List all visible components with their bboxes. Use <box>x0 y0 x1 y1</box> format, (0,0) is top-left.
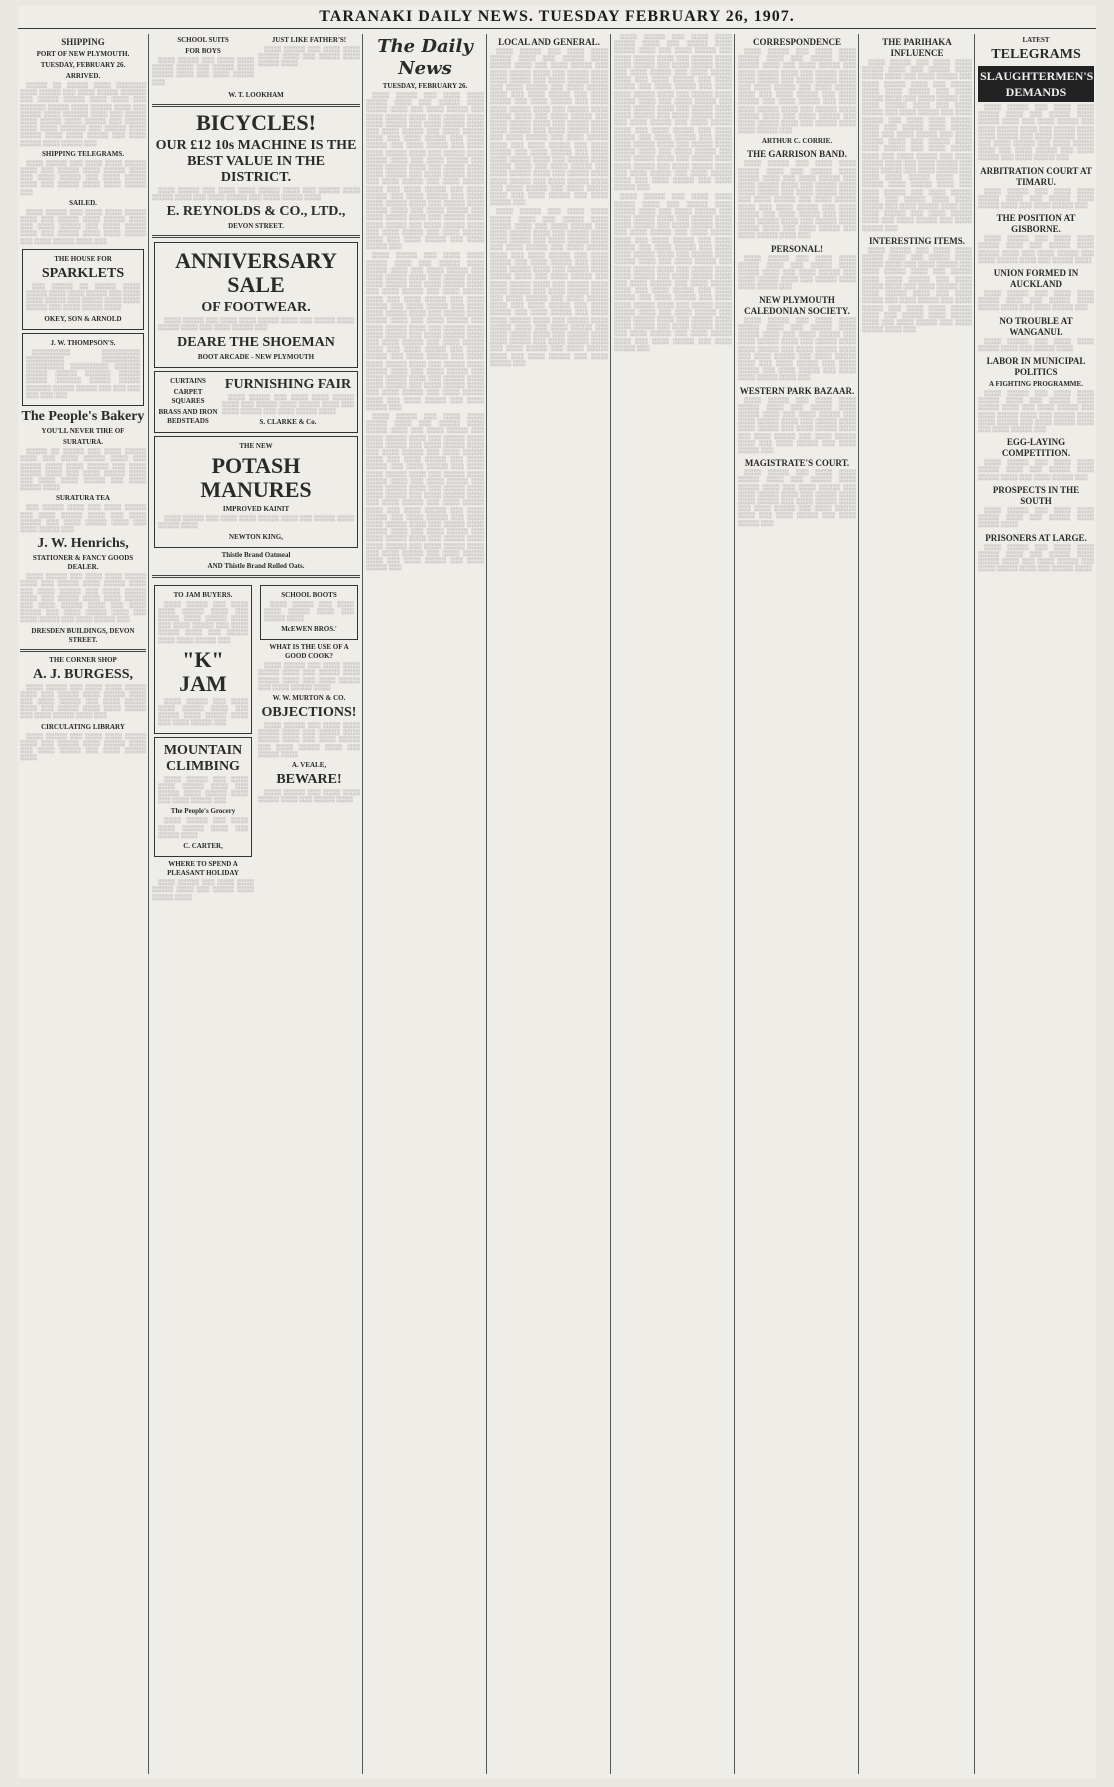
jam-ad <box>154 585 252 734</box>
text-block: ░░░░ ░░░░░ ░░░ ░░░░ ░░░░ ░░░░░ ░░░░ ░░░ ░░░░░ ░░░░ ░░░░░ ░░░░ ░░░ ░░░░ ░░░░░ ░░░ ░░░░ ░░░░░ ░░░░ ░░░ ░░░░░ ░░░░ ░░░░ ░░░░░ ░░░ ░░░░ ░░░░░ ░░░░ ░░░ ░░░░ ░░░░░ ░░░ ░░░░ ░░░░░ ░░░░ ░░░ ░░░░ ░░░░░ ░░░ ░░░░ ░░░░░ ░░░ <box>738 397 856 454</box>
text-block: ░░░░ ░░░░░ ░░░ ░░░░ ░░░░ ░░░░░ ░░░░ ░░░ ░░░░░ ░░░░ ░░░░░ ░░░░ <box>158 516 354 530</box>
clarke-name: S. CLARKE & Co. <box>259 418 317 427</box>
column-3 <box>366 34 484 1774</box>
text-block: ░░░░ ░░░░░ ░░░ ░░░░ ░░░░ ░░░░░ ░░░░ ░░░ ░░░░░ ░░░░ ░░░░░ ░░░░ ░░░ ░░░░ ░░░░░ ░░░ ░░░░ ░░░░░ ░░░░ ░░░ ░░░░░ ░░░░ ░░░░ ░░░░░ ░░░ ░░░░ ░░░░░ ░░░░ ░░░ ░░░░ ░░░░░ ░░░ ░░░░ ░░░░░ ░░░░ ░░░ ░░░░ ░░░░░ ░░░ ░░░░ ░░░░░ ░░░ ░░░░ ░░░░░ ░░░ ░░░░ ░░░░ ░░░░░ ░░░░ ░░░ ░░░░░ ░░░░ ░░░░░ ░░░░ ░░░ ░░░░ ░░░░░ ░░░ ░░░░ ░░░░░ ░░░░ ░░░ ░░░░░ ░░░░ ░░░░ ░░░░░ ░░░ ░░░░ ░░░░░ ░░░░ ░░░ ░░░░ ░░░░░ ░░░ ░░░░ ░░░░░ ░░░░ ░░░ ░░░░ ░░░░░ ░░░ ░░░░ ░░░░░ ░░░ ░░░░ ░░░░░ ░░░ ░░░░ ░░░░ ░░░░░ ░░░░ ░░░ ░░░░░ ░░░░ ░░░░░ ░░░░ ░░░ ░░░░ ░░░░░ ░░░ ░░░░ ░░░░░ ░░░░ ░░░ ░░░░░ ░░░░ ░░░░ ░░░░░ ░░░ ░░░░ ░░░░░ ░░░░ ░░░ ░░░░ ░░░░░ ░░░ ░░░░ ░░░░░ ░░░░ ░░░ ░░░░ ░░░░░ ░░░ ░░░░ ░░░░░ ░░░ <box>490 209 608 367</box>
column-8 <box>978 34 1094 1774</box>
caledonian-heading: NEW PLYMOUTH CALEDONIAN SOCIETY. <box>744 294 850 316</box>
jam-buyers: TO JAM BUYERS. <box>173 590 233 599</box>
text-block: ░░░░░ ░░ ░░░░░ ░░░░ ░░░░░░░ ░░░░ ░░░░░ ░░░ ░░░░ ░░░░░ ░░░░░░ ░░░ ░░░░░ ░░░░░ ░░░░ ░░░░ ░░░ ░░░░░░ ░░░░░ ░░░░ ░░░░░ ░░░░ ░░░ ░░░░░ ░░░░ ░░░░░░ ░░░░ ░░░ ░░░░░ ░░░░ ░░░░░ ░░░░ ░░░░░ ░░░ ░░░░░ ░░░░ ░░░░ ░░░░░░ ░░░ ░░░░░ ░░░░ ░░░░░ ░░░░ ░░░░ ░░░░░ ░░░ ░░░░ ░░░░░ ░░░░ ░░░░░ ░░░ <box>20 83 146 147</box>
thompson-title: J. W. THOMPSON'S. <box>50 338 116 347</box>
mountain-climbing: MOUNTAIN CLIMBING <box>163 742 243 774</box>
k-jam: "K" JAM <box>179 646 227 696</box>
suratura-1: SURATURA. <box>62 438 104 447</box>
furnishing-fair: FURNISHING FAIR <box>224 376 352 392</box>
port-heading: PORT OF NEW PLYMOUTH. <box>36 50 130 58</box>
bicycles-title: BICYCLES! <box>196 109 316 135</box>
gisborne-heading: THE POSITION AT GISBORNE. <box>996 213 1076 235</box>
magistrate-heading: MAGISTRATE'S COURT. <box>744 458 850 469</box>
text-block: ░░░░ ░░░░░ ░░░ ░░░░ ░░░░ ░░░░░ ░░░░ ░░░ ░░░░░ ░░░░ ░░░░░ ░░░░ ░░░ ░░░░ ░░░░░ ░░░ ░░░░ ░░░░░ ░░░░ ░░░ ░░░░░ ░░░░ ░░░░ ░░░░░ ░░░ ░░░░ ░░░░░ ░░░░ ░░░ <box>20 684 146 720</box>
library-heading: CIRCULATING LIBRARY <box>41 722 125 731</box>
text-block: ░░░░ ░░░░░ ░░░ ░░░░ ░░░░ ░░░░░ ░░░░ ░░░ ░░░░░ ░░░░ <box>264 601 354 623</box>
personal-heading: PERSONAL! <box>770 243 823 254</box>
furnishing-ad <box>154 371 358 434</box>
text-block: ░░░░ ░░░░░ ░░░ ░░░░ ░░░░ ░░░░░ ░░░░ ░░░ ░░░░░ ░░░░ ░░░░░ ░░░░ ░░░ ░░░░ ░░░░░ ░░░ ░░░░ ░░░░░ ░░░░ ░░░ ░░░░░ ░░░░ ░░░░ ░░░░░ ░░░ ░░░░ ░░░░░ ░░░░ ░░░ ░░░░ ░░░░░ ░░░ ░░░░ ░░░░░ ░░░░ ░░░ ░░░░ ░░░░░ ░░░ ░░░░ ░░░░░ ░░░ ░░░░ ░░░░░ ░░░ <box>978 105 1094 162</box>
ad-subhead: THE HOUSE FOR <box>54 254 112 263</box>
masthead: TARANAKI DAILY NEWS. TUESDAY FEBRUARY 26, 1907. <box>18 6 1096 29</box>
telegrams-heading: SHIPPING TELEGRAMS. <box>42 149 124 158</box>
dresden-buildings: DRESDEN BUILDINGS, DEVON STREET. <box>31 626 135 644</box>
objections: OBJECTIONS! <box>261 705 357 721</box>
wanganui-heading: NO TROUBLE AT WANGANUI. <box>999 315 1073 337</box>
sparklets-ad <box>22 249 144 330</box>
thistle-oats: AND Thistle Brand Rolled Oats. <box>207 561 305 570</box>
text-block: ░░░ ░░░░░ ░░ ░░░░░ ░░░░ ░░░░░ ░░░░ ░░░░ ░░░░░ ░░░ ░░░░ ░░░░ ░░░░░ ░░░ ░░░░░ ░░░░ ░░░░ ░░░░░ ░░░ ░░░░ ░░░░░ ░░░░ <box>26 283 140 312</box>
school-boots: SCHOOL BOOTS <box>281 590 337 599</box>
shipping-heading: SHIPPING <box>61 37 105 47</box>
anniversary-sale: ANNIVERSARY SALE <box>175 248 337 298</box>
potash-manures: POTASH MANURES <box>200 453 312 503</box>
text-block: ░░░░ ░░░░░ ░░░ ░░░░ ░░░░ ░░░░░ ░░░░ ░░░ ░░░░░ ░░░░ ░░░░░ ░░░░ ░░░ ░░░░ ░░░░░ ░░░ ░░░░ ░░░░░ ░░░░ ░░░ ░░░░░ ░░░░ ░░░░ ░░░░░ ░░░ ░░░░ ░░░░░ ░░░░ ░░░ ░░░░ ░░░░░ ░░░ ░░░░ ░░░░░ ░░░░ ░░░ ░░░░ ░░░░░ ░░░ ░░░░ ░░░░░ ░░░ ░░░░ ░░░░░ ░░░ ░░░░ ░░░░ ░░░░░ ░░░░ ░░░ ░░░░░ ░░░░ ░░░░░ ░░░░ ░░░ ░░░░ ░░░░░ ░░░ ░░░░ ░░░░░ ░░░░ ░░░ <box>738 161 856 240</box>
henrichs-sub: STATIONER & FANCY GOODS DEALER. <box>32 554 134 572</box>
anniversary-ad <box>154 242 358 367</box>
lookham-name: W. T. LOOKHAM <box>228 90 284 99</box>
text-block: ░░░░ ░░░░░ ░░░ ░░░░ ░░░░ ░░░░░ ░░░░ ░░░ ░░░░░ ░░░░ ░░░░░ ░░░░ ░░░ ░░░░ ░░░░░ ░░░ ░░░░ ░░░░░ ░░░░ ░░░ ░░░░░ ░░░░ ░░░░ ░░░░░ ░░░ ░░░░ ░░░░░ ░░░░ ░░░ ░░░░ ░░░░░ ░░░ ░░░░ ░░░░░ ░░░░ ░░░ ░░░░ ░░░░░ ░░░ ░░░░ ░░░░░ ░░░ ░░░░ ░░░░░ ░░░ ░░░░ ░░░░ ░░░░░ ░░░░ ░░░ ░░░░░ ░░░░ ░░░░░ ░░░░ ░░░ ░░░░ ░░░░░ ░░░ ░░░░ ░░░░░ ░░░░ ░░░ ░░░░░ ░░░░ ░░░░ ░░░░░ ░░░ ░░░░ ░░░░░ ░░░░ ░░░ ░░░░ ░░░░░ ░░░ ░░░░ ░░░░░ ░░░░ ░░░ ░░░░ ░░░░░ ░░░ ░░░░ ░░░░░ ░░░ ░░░░ ░░░░░ ░░░ ░░░░ ░░░░ ░░░░░ ░░░░ ░░░ ░░░░░ ░░░░ ░░░░░ ░░░░ ░░░ ░░░░ ░░░░░ ░░░ ░░░░ ░░░░░ ░░░░ ░░░ ░░░░░ ░░░░ ░░░░ ░░░░░ ░░░ ░░░░ ░░░░░ ░░░░ ░░░ ░░░░ ░░░░░ ░░░ ░░░░ ░░░░░ ░░░░ ░░░ ░░░░ ░░░░░ ░░░ ░░░░ ░░░░░ ░░░ <box>366 93 484 251</box>
column-6 <box>738 34 856 1774</box>
newton-king: NEWTON KING, <box>229 532 283 541</box>
text-block: ░░░░ ░░░░░ ░░░ ░░░░ ░░░░ ░░░░░ ░░░░ ░░░ ░░░░░ ░░░░ ░░░░░ ░░░░ ░░░ ░░░░ ░░░░░ ░░░ <box>978 460 1094 481</box>
reynolds-name: E. REYNOLDS & CO., LTD., <box>166 204 346 220</box>
signature: ARTHUR C. CORRIE. <box>761 137 833 146</box>
date-line: TUESDAY, FEBRUARY 26. <box>40 61 126 69</box>
boots-ad <box>260 585 358 641</box>
correspondence-heading: CORRESPONDENCE <box>752 37 841 47</box>
labor-heading: LABOR IN MUNICIPAL POLITICS <box>986 356 1086 378</box>
text-block: ░░░░ ░░░░░ ░░░ ░░░░ ░░░░ ░░░░░ ░░░░ ░░░ ░░░░░ ░░░░ ░░░░░ ░░░░ ░░░ ░░░░ ░░░░░ ░░░ <box>158 698 248 727</box>
column-7 <box>862 34 972 1774</box>
garrison-heading: THE GARRISON BAND. <box>747 149 847 160</box>
text-block: ░░░░ ░░░░░ ░░░ ░░░░ ░░░░ ░░░░░ ░░░░ ░░░ ░░░░░ ░░░░ ░░░░░ ░░░░ ░░░ ░░░░ ░░░░░ ░░░ ░░░░ ░░░░░ ░░░░ ░░░ ░░░░░ ░░░░ ░░░░ ░░░░░ ░░░ ░░░░ ░░░░░ ░░░░ ░░░ ░░░░ ░░░░░ ░░░ ░░░░ ░░░░░ ░░░░ ░░░ ░░░░ ░░░░░ ░░░ ░░░░ ░░░░░ ░░░ ░░░░ ░░░░░ ░░░ ░░░░ ░░░░ ░░░░░ ░░░░ ░░░ ░░░░░ ░░░░ ░░░░░ ░░░░ ░░░ ░░░░ ░░░░░ ░░░ ░░░░ ░░░░░ ░░░░ ░░░ ░░░░░ ░░░░ ░░░░ ░░░░░ ░░░ ░░░░ ░░░░░ ░░░░ ░░░ ░░░░ ░░░░░ ░░░ ░░░░ ░░░░░ ░░░░ ░░░ ░░░░ ░░░░░ ░░░ ░░░░ ░░░░░ ░░░ ░░░░ ░░░░░ ░░░ ░░░░ ░░░░ ░░░░░ ░░░░ ░░░ ░░░░░ ░░░░ ░░░░░ ░░░░ ░░░ ░░░░ ░░░░░ ░░░ ░░░░ ░░░░░ ░░░░ ░░░ ░░░░░ ░░░░ ░░░░ ░░░░░ ░░░ ░░░░ ░░░░░ ░░░░ ░░░ ░░░░ ░░░░░ ░░░ ░░░░ ░░░░░ ░░░░ ░░░ ░░░░ ░░░░░ ░░░ ░░░░ ░░░░░ ░░░ <box>490 49 608 207</box>
text-block: ░░░░ ░░░░░ ░░░ ░░░░ ░░░░ ░░░░░ ░░░░ ░░░ ░░░░░ ░░░░ ░░░░░ ░░░░ ░░░ ░░░░ ░░░░░ ░░░ ░░░░ ░░░░░ ░░░░ ░░░ ░░░░░ ░░░░ ░░░░ ░░░░░ ░░░ ░░░░ ░░░░░ ░░░░ ░░░ ░░░░ ░░░░░ ░░░ ░░░░ ░░░░░ ░░░░ ░░░ ░░░░ ░░░░░ ░░░ ░░░░ ░░░░░ ░░░ <box>20 574 146 624</box>
text-block: ░░░░ ░░░░░ ░░░ ░░░░ ░░░░ ░░░░░ ░░░░ ░░░ ░░░░░ ░░░░ <box>158 818 248 839</box>
beware: BEWARE! <box>276 772 342 788</box>
prisoners-heading: PRISONERS AT LARGE. <box>985 532 1087 543</box>
text-block: ░░░░ ░░░░░ ░░░ ░░░░ ░░░░ ░░░░░ ░░░░ ░░░ ░░░░░ ░░░░ ░░░░░ ░░░░ ░░░ ░░░░ ░░░░░ ░░░ ░░░░ ░░░░░ ░░░░ ░░░ ░░░░░ ░░░░ ░░░░ ░░░░░ ░░░ ░░░░ ░░░░░ ░░░░ ░░░ ░░░░ ░░░░░ ░░░ <box>978 391 1094 434</box>
corner-shop: THE CORNER SHOP <box>49 655 117 664</box>
text-block: ░░░░ ░░░░░ ░░░ ░░░░ ░░░░ ░░░░░ ░░░░ ░░░ ░░░░░ ░░░░ ░░░░░ ░░░░ ░░░ ░░░░ ░░░░░ ░░░ ░░░░ ░░░░░ ░░░░ ░░░ ░░░░░ ░░░░ ░░░░ ░░░░░ ░░░ ░░░░ ░░░░░ ░░░░ ░░░ ░░░░ ░░░░░ ░░░ ░░░░ ░░░░░ ░░░░ ░░░ ░░░░ ░░░░░ ░░░ ░░░░ ░░░░░ ░░░ ░░░░ ░░░░░ ░░░ ░░░░ ░░░░ ░░░░░ ░░░░ ░░░ ░░░░░ ░░░░ ░░░░░ ░░░░ ░░░ ░░░░ ░░░░░ ░░░ ░░░░ ░░░░░ ░░░░ ░░░ ░░░░░ ░░░░ ░░░░ ░░░░░ ░░░ ░░░░ ░░░░░ ░░░░ ░░░ ░░░░ ░░░░░ ░░░ ░░░░ ░░░░░ ░░░░ ░░░ ░░░░ ░░░░░ ░░░ ░░░░ ░░░░░ ░░░ ░░░░ ░░░░░ ░░░ ░░░░ ░░░░ ░░░░░ ░░░░ ░░░ ░░░░░ ░░░░ ░░░░░ ░░░░ ░░░ ░░░░ ░░░░░ ░░░ ░░░░ ░░░░░ ░░░░ ░░░ ░░░░░ ░░░░ ░░░░ ░░░░░ ░░░ ░░░░ ░░░░░ ░░░░ ░░░ ░░░░ ░░░░░ ░░░ ░░░░ ░░░░░ ░░░░ ░░░ ░░░░ ░░░░░ ░░░ ░░░░ ░░░░░ ░░░ <box>366 413 484 572</box>
text-block: ░░░░ ░░░░░ ░░░ ░░░░ ░░░░ ░░░░░ ░░░░ ░░░ ░░░░░ ░░░░ <box>258 790 360 804</box>
text-block: ░░░░ ░░░░░ ░░░ ░░░░ ░░░░ ░░░░░ ░░░░ ░░░ ░░░░░ ░░░░ ░░░░░ ░░░░ ░░░ ░░░░ ░░░░░ ░░░ ░░░░ ░░░░░ ░░░░ <box>222 394 354 416</box>
thompson-ad <box>22 333 144 406</box>
arbitration-heading: ARBITRATION COURT AT TIMARU. <box>980 165 1092 187</box>
text-block: ░░░░ ░░░░░ ░░░ ░░░░ ░░░░ ░░░░░ ░░░░ ░░░ ░░░░░ ░░░░ ░░░░░ ░░░░ ░░░ ░░░░ ░░░░░ ░░░ ░░░░ ░░░░░ ░░░░ ░░░ ░░░░░ ░░░░ ░░░░ ░░░░░ ░░░ <box>738 255 856 291</box>
column-2-ads <box>152 34 360 1774</box>
bakery-sub: YOU'LL NEVER TIRE OF <box>41 427 125 436</box>
footwear: OF FOOTWEAR. <box>201 300 311 316</box>
fighting-programme: A FIGHTING PROGRAMME. <box>989 380 1083 389</box>
father-ad: JUST LIKE FATHER'S! <box>271 36 347 44</box>
potash-new: THE NEW <box>239 442 273 451</box>
text-block: ░░░░ ░░░░░ ░░░ ░░░░ ░░░░ ░░░░░ ░░░░ ░░░ ░░░░░ ░░░░ ░░░░░ ░░░░ ░░░ ░░░░ ░░░░░ ░░░ ░░░░ ░░░░░ ░░░░ <box>258 663 360 691</box>
text-block: ░░░░ ░░░░░ ░░░ ░░░░ ░░░░ ░░░░░ ░░░░ ░░░ ░░░░░ ░░░░ ░░░░░ ░░░░ ░░░ ░░░░ ░░░░░ ░░░ ░░░░ ░░░░░ ░░░░ <box>152 187 360 202</box>
good-cook: WHAT IS THE USE OF A GOOD COOK? <box>269 643 349 661</box>
text-block: ░░░░ ░░░░░ ░░░ ░░░░ ░░░░ ░░░░░ ░░░░ ░░░ ░░░░░ ░░░░ ░░░░░ ░░░░ <box>978 507 1094 529</box>
text-block: ░░░░░░░░░ ░░░░░░░░░ ░░░░░░░░░ ░░░░░░░░░ ░░░░░░░░░ ░░░░░░░░░ ░░░░░░ ░░░░░ ░░░░░ ░░░░░░ ░░░░░ ░░░░░ ░░░░░░ ░░░░░ ░░░░░ ░░░░░░ ░░░░░ ░░░░░ ░░░ ░░░ ░░░ ░░░ ░░░ ░░░ <box>26 349 140 399</box>
text-block: ░░░░ ░░░░░ ░░░ ░░░░ ░░░░ ░░░░░ ░░░░ ░░░ ░░░░░ ░░░░ ░░░░░ ░░░░ <box>258 47 360 68</box>
okey-name: OKEY, SON & ARNOLD <box>44 314 122 323</box>
editorial-date: TUESDAY, FEBRUARY 26. <box>382 82 468 90</box>
text-block: ░░░░ ░░░░░ ░░░ ░░░░ ░░░░ ░░░░░ ░░░░ ░░░ ░░░░░ ░░░░ ░░░░░ ░░░░ <box>152 880 254 901</box>
carter-name: C. CARTER, <box>183 842 223 851</box>
prospects-heading: PROSPECTS IN THE SOUTH <box>992 484 1080 506</box>
boot-arcade: BOOT ARCADE - NEW PLYMOUTH <box>197 352 315 361</box>
newspaper-title: The Daily News <box>377 36 473 79</box>
sparklets-title: SPARKLETS <box>41 265 125 281</box>
reynolds-address: DEVON STREET. <box>228 222 284 231</box>
column-4 <box>490 34 608 1774</box>
text-block: ░░░░ ░░░░░ ░░░ ░░░░ ░░░░ ░░░░░ ░░░░ ░░░ ░░░░░ ░░░░ ░░░░░ ░░░░ ░░░ ░░░░ ░░░░░ ░░░ <box>978 188 1094 210</box>
local-general-heading: LOCAL AND GENERAL. <box>498 37 600 47</box>
henrichs-title: J. W. Henrichs, <box>37 536 129 552</box>
newspaper-page <box>18 6 1096 1778</box>
text-block: ░░░░ ░░░░░ ░░░ ░░░░ ░░░░ ░░░░░ ░░░░ ░░░ ░░░░░ ░░░░ ░░░░░ ░░░░ ░░░ ░░░░ ░░░░░ ░░░ ░░░░ ░░░░░ ░░░░ ░░░ ░░░░░ ░░░░ ░░░░ ░░░░░ ░░░ ░░░░ ░░░░░ ░░░░ ░░░ ░░░░ ░░░░░ ░░░ ░░░░ ░░░░░ ░░░░ ░░░ ░░░░ ░░░░░ ░░░ ░░░░ ░░░░░ ░░░ <box>738 470 856 527</box>
text-block: ░░░░ ░░░░░ ░░░ ░░░░ ░░░░ ░░░░░ ░░░░ ░░░ ░░░░░ ░░░░ ░░░░░ ░░░░ ░░░ ░░░░ ░░░░░ ░░░ <box>152 58 254 86</box>
text-block: ░░░░ ░░░░░ ░░░ ░░░░ ░░░░ ░░░░░ ░░░░ ░░░ ░░░░░ ░░░░ ░░░░░ ░░░░ ░░░ ░░░░ ░░░░░ ░░░ ░░░░ ░░░░░ ░░░░ ░░░ ░░░░░ ░░░░ ░░░░ ░░░░░ ░░░ ░░░░ ░░░░░ ░░░░ ░░░ ░░░░ ░░░░░ ░░░ ░░░░ ░░░░░ ░░░░ ░░░ ░░░░ ░░░░░ ░░░ ░░░░ ░░░░░ ░░░ ░░░░ ░░░░░ ░░░ ░░░░ ░░░░ ░░░░░ ░░░░ ░░░ ░░░░░ ░░░░ ░░░░░ ░░░░ ░░░ ░░░░ ░░░░░ ░░░ ░░░░ ░░░░░ ░░░░ ░░░ <box>862 247 972 334</box>
curtains: CURTAINS <box>170 376 206 385</box>
column-1 <box>20 34 146 1774</box>
text-block: ░░░░ ░░░░░ ░░░ ░░░░ ░░░░ ░░░░░ ░░░░ ░░░ ░░░░░ ░░░░ ░░░░░ ░░░░ ░░░ ░░░░ ░░░░░ ░░░ ░░░░ ░░░░░ ░░░░ ░░░ ░░░░░ ░░░░ ░░░░ ░░░░░ ░░░ <box>20 160 146 196</box>
text-block: ░░░░ ░░░░░ ░░░ ░░░░ ░░░░ ░░░░░ ░░░░ ░░░ ░░░░░ ░░░░ ░░░░░ ░░░░ ░░░ ░░░░ ░░░░░ ░░░ ░░░░ ░░░░░ ░░░░ ░░░ ░░░░░ ░░░░ ░░░░ ░░░░░ ░░░ ░░░░ ░░░░░ ░░░░ ░░░ ░░░░ ░░░░░ ░░░ ░░░░ ░░░░░ ░░░░ ░░░ ░░░░ ░░░░░ ░░░ ░░░░ ░░░░░ ░░░ ░░░░ ░░░░░ ░░░ ░░░░ ░░░░ ░░░░░ ░░░░ ░░░ <box>738 317 856 382</box>
burgess-title: A. J. BURGESS, <box>33 666 133 682</box>
auckland-heading: UNION FORMED IN AUCKLAND <box>993 268 1079 290</box>
text-block: ░░░░ ░░░░░ ░░░ ░░░░ ░░░░ ░░░░░ ░░░░ ░░░ ░░░░░ ░░░░ ░░░░░ ░░░░ ░░░ ░░░░ ░░░░░ ░░░ ░░░░ ░░░░░ ░░░░ ░░░ ░░░░░ ░░░░ ░░░░ ░░░░░ ░░░ ░░░░ ░░░░░ ░░░░ ░░░ ░░░░ ░░░░░ ░░░ ░░░░ ░░░░░ ░░░░ ░░░ ░░░░ ░░░░░ ░░░ ░░░░ ░░░░░ ░░░ ░░░░ ░░░░░ ░░░ ░░░░ ░░░░ ░░░░░ ░░░░ ░░░ ░░░░░ ░░░░ ░░░░░ ░░░░ ░░░ ░░░░ ░░░░░ ░░░ ░░░░ ░░░░░ ░░░░ ░░░ ░░░░░ ░░░░ ░░░░ ░░░░░ ░░░ <box>738 49 856 135</box>
text-block: ░░░░ ░░░░░ ░░░ ░░░░ ░░░░ ░░░░░ ░░░░ ░░░ ░░░░░ ░░░░ <box>978 338 1094 352</box>
text-block: ░░░░ ░░░░░ ░░░ ░░░░ ░░░░ ░░░░░ ░░░░ ░░░ ░░░░░ ░░░░ ░░░░░ ░░░░ ░░░ ░░░░ ░░░░░ ░░░ ░░░░ ░░░░░ ░░░░ <box>20 733 146 762</box>
peoples-grocery: The People's Grocery <box>170 807 236 816</box>
for-boys: FOR BOYS <box>185 47 221 55</box>
potash-ad <box>154 436 358 547</box>
parihaka-heading: THE PARIHAKA INFLUENCE <box>882 37 952 58</box>
bazaar-heading: WESTERN PARK BAZAAR. <box>739 385 855 396</box>
text-block: ░░░░ ░░░░░ ░░░ ░░░░ ░░░░ ░░░░░ ░░░░ ░░░ ░░░░░ ░░░░ ░░░░░ ░░░░ ░░░ ░░░░ ░░░░░ ░░░ ░░░░ ░░░░░ ░░░░ ░░░ ░░░░░ ░░░░ <box>978 544 1094 573</box>
improved-kainit: IMPROVED KAINIT <box>222 505 290 514</box>
mcewen-bros: McEWEN BROS.' <box>281 625 337 634</box>
text-block: ░░░░ ░░░░░ ░░░ ░░░░ ░░░░ ░░░░░ ░░░░ ░░░ ░░░░░ ░░░░ ░░░░░ ░░░░ ░░░ ░░░░ ░░░░░ ░░░ ░░░░ ░░░░░ ░░░░ ░░░ ░░░░░ ░░░░ <box>978 236 1094 264</box>
mountain-ad <box>154 737 252 857</box>
text-block: ░░░░ ░░░░░ ░░░ ░░░░ ░░░░ ░░░░░ ░░░░ ░░░ ░░░░░ ░░░░ ░░░░░ ░░░░ ░░░ ░░░░ ░░░░░ ░░░ <box>158 776 248 805</box>
telegrams-title: TELEGRAMS <box>991 47 1081 62</box>
suratura-2: SURATURA TEA <box>55 494 110 503</box>
veale-name: A. VEALE, <box>291 761 327 770</box>
school-suits: SCHOOL SUITS <box>177 36 229 44</box>
text-block: ░░░░░ ░░ ░░░░░ ░░░ ░░░░ ░░░░░ ░░░░ ░░░ ░░░░ ░░░░░ ░░░░ ░░░ ░░░░░ ░░░░ ░░░░ ░░░░░ ░░░ ░░░░ ░░░░░ ░░░░ ░░░ ░░░░ ░░░░░ ░░░░ ░░░ ░░░░ ░░░░ ░░░░░ ░░░ ░░░░ ░░░░░ ░░░░ <box>20 449 146 492</box>
text-block: ░░░░ ░░░░░ ░░░ ░░░░ ░░░░ ░░░░░ ░░░░ ░░░ ░░░░░ ░░░░ ░░░░░ ░░░░ ░░░ ░░░░ ░░░░░ ░░░ ░░░░ ░░░░░ ░░░░ ░░░ ░░░░░ ░░░░ ░░░░ ░░░░░ ░░░ <box>158 601 248 644</box>
thistle-oatmeal: Thistle Brand Oatmeal <box>221 550 291 559</box>
text-block: ░░░░ ░░░░░ ░░░ ░░░░ ░░░░ ░░░░░ ░░░░ ░░░ ░░░░░ ░░░░ ░░░░░ ░░░░ ░░░ ░░░░ ░░░░░ ░░░ ░░░░ ░░░░░ ░░░░ ░░░ ░░░░░ ░░░░ ░░░░ ░░░░░ ░░░ ░░░░ ░░░░░ ░░░░ ░░░ ░░░░ ░░░░░ ░░░ ░░░░ ░░░░░ ░░░░ ░░░ ░░░░ ░░░░░ ░░░ ░░░░ ░░░░░ ░░░ ░░░░ ░░░░░ ░░░ ░░░░ ░░░░ ░░░░░ ░░░░ ░░░ ░░░░░ ░░░░ ░░░░░ ░░░░ ░░░ ░░░░ ░░░░░ ░░░ ░░░░ ░░░░░ ░░░░ ░░░ ░░░░░ ░░░░ ░░░░ ░░░░░ ░░░ ░░░░ ░░░░░ ░░░░ ░░░ ░░░░ ░░░░░ ░░░ ░░░░ ░░░░░ ░░░░ ░░░ ░░░░ ░░░░░ ░░░ ░░░░ ░░░░░ ░░░ ░░░░ ░░░░░ ░░░ ░░░░ ░░░░ ░░░░░ ░░░░ ░░░ ░░░░░ ░░░░ ░░░░░ ░░░░ ░░░ ░░░░ ░░░░░ ░░░ ░░░░ ░░░░░ ░░░░ ░░░ ░░░░░ ░░░░ ░░░░ ░░░░░ ░░░ ░░░░ ░░░░░ ░░░░ ░░░ ░░░░ ░░░░░ ░░░ ░░░░ ░░░░░ ░░░░ ░░░ ░░░░ ░░░░░ ░░░ ░░░░ ░░░░░ ░░░ <box>862 60 972 232</box>
text-block: ░░░ ░░░░░ ░░░░ ░░░ ░░░░ ░░░░░ ░░░ ░░░░ ░░░░░ ░░░░ ░░░ ░░░░ ░░░░░ ░░░ ░░░░ ░░░░░ ░░░░ ░░░ ░░░░ ░░░░░ ░░░ <box>20 505 146 533</box>
deare-shoeman: DEARE THE SHOEMAN <box>177 334 335 350</box>
text-block: ░░░░ ░░░░░ ░░░ ░░░░ ░░░░ ░░░░░ ░░░░ ░░░ ░░░░░ ░░░░ ░░░░░ ░░░░ ░░░ ░░░░ ░░░░░ ░░░ <box>158 318 354 332</box>
text-block: ░░░░ ░░░░░ ░░░ ░░░░ ░░░░ ░░░░░ ░░░░ ░░░ ░░░░░ ░░░░ ░░░░░ ░░░░ ░░░ ░░░░ ░░░░░ ░░░ ░░░░ ░░░░░ ░░░░ ░░░ ░░░░░ ░░░░ ░░░░ ░░░░░ ░░░ ░░░░ ░░░░░ ░░░░ ░░░ <box>20 209 146 245</box>
bakery-title: The People's Bakery <box>21 409 145 425</box>
brass-bedsteads: BRASS AND IRON BEDSTEADS <box>158 407 218 425</box>
where-holiday: WHERE TO SPEND A PLEASANT HOLIDAY <box>167 860 239 878</box>
arrived-heading: ARRIVED. <box>65 72 101 80</box>
text-block: ░░░░ ░░░░░ ░░░ ░░░░ ░░░░ ░░░░░ ░░░░ ░░░ ░░░░░ ░░░░ ░░░░░ ░░░░ ░░░ ░░░░ ░░░░░ ░░░ ░░░░ ░░░░░ ░░░░ ░░░ ░░░░░ ░░░░ ░░░░ ░░░░░ ░░░ ░░░░ ░░░░░ ░░░░ ░░░ ░░░░ ░░░░░ ░░░ ░░░░ ░░░░░ ░░░░ ░░░ ░░░░ ░░░░░ ░░░ ░░░░ ░░░░░ ░░░ ░░░░ ░░░░░ ░░░ ░░░░ ░░░░ ░░░░░ ░░░░ ░░░ ░░░░░ ░░░░ ░░░░░ ░░░░ ░░░ ░░░░ ░░░░░ ░░░ ░░░░ ░░░░░ ░░░░ ░░░ ░░░░░ ░░░░ ░░░░ ░░░░░ ░░░ ░░░░ ░░░░░ ░░░░ ░░░ ░░░░ ░░░░░ ░░░ ░░░░ ░░░░░ ░░░░ ░░░ ░░░░ ░░░░░ ░░░ ░░░░ ░░░░░ ░░░ ░░░░ ░░░░░ ░░░ ░░░░ ░░░░ ░░░░░ ░░░░ ░░░ ░░░░░ ░░░░ ░░░░░ ░░░░ ░░░ ░░░░ ░░░░░ ░░░ ░░░░ ░░░░░ ░░░░ ░░░ ░░░░░ ░░░░ ░░░░ ░░░░░ ░░░ ░░░░ ░░░░░ ░░░░ ░░░ ░░░░ ░░░░░ ░░░ ░░░░ ░░░░░ ░░░░ ░░░ ░░░░ ░░░░░ ░░░ ░░░░ ░░░░░ ░░░ <box>614 34 732 192</box>
egg-heading: EGG-LAYING COMPETITION. <box>1001 437 1071 459</box>
sailed-heading: SAILED. <box>69 198 97 207</box>
column-5 <box>614 34 732 1774</box>
latest-label: LATEST <box>1022 36 1050 44</box>
bike-offer: OUR £12 10s MACHINE IS THE BEST VALUE IN THE DISTRICT. <box>155 137 357 185</box>
text-block: ░░░░ ░░░░░ ░░░ ░░░░ ░░░░ ░░░░░ ░░░░ ░░░ ░░░░░ ░░░░ ░░░░░ ░░░░ ░░░ ░░░░ ░░░░░ ░░░ ░░░░ ░░░░░ ░░░░ ░░░ ░░░░░ ░░░░ <box>258 723 360 758</box>
text-block: ░░░░ ░░░░░ ░░░ ░░░░ ░░░░ ░░░░░ ░░░░ ░░░ ░░░░░ ░░░░ ░░░░░ ░░░░ ░░░ ░░░░ ░░░░░ ░░░ <box>978 291 1094 312</box>
murton-name: W. W. MURTON & CO. <box>272 694 346 703</box>
carpet-squares: CARPET SQUARES <box>171 387 205 405</box>
slaughtermen-banner: SLAUGHTERMEN'S DEMANDS <box>978 66 1094 102</box>
text-block: ░░░░ ░░░░░ ░░░ ░░░░ ░░░░ ░░░░░ ░░░░ ░░░ ░░░░░ ░░░░ ░░░░░ ░░░░ ░░░ ░░░░ ░░░░░ ░░░ ░░░░ ░░░░░ ░░░░ ░░░ ░░░░░ ░░░░ ░░░░ ░░░░░ ░░░ ░░░░ ░░░░░ ░░░░ ░░░ ░░░░ ░░░░░ ░░░ ░░░░ ░░░░░ ░░░░ ░░░ ░░░░ ░░░░░ ░░░ ░░░░ ░░░░░ ░░░ ░░░░ ░░░░░ ░░░ ░░░░ ░░░░ ░░░░░ ░░░░ ░░░ ░░░░░ ░░░░ ░░░░░ ░░░░ ░░░ ░░░░ ░░░░░ ░░░ ░░░░ ░░░░░ ░░░░ ░░░ ░░░░░ ░░░░ ░░░░ ░░░░░ ░░░ ░░░░ ░░░░░ ░░░░ ░░░ ░░░░ ░░░░░ ░░░ ░░░░ ░░░░░ ░░░░ ░░░ ░░░░ ░░░░░ ░░░ ░░░░ ░░░░░ ░░░ ░░░░ ░░░░░ ░░░ ░░░░ ░░░░ ░░░░░ ░░░░ ░░░ ░░░░░ ░░░░ ░░░░░ ░░░░ ░░░ ░░░░ ░░░░░ ░░░ ░░░░ ░░░░░ ░░░░ ░░░ ░░░░░ ░░░░ ░░░░ ░░░░░ ░░░ ░░░░ ░░░░░ ░░░░ ░░░ ░░░░ ░░░░░ ░░░ ░░░░ ░░░░░ ░░░░ ░░░ ░░░░ ░░░░░ ░░░ ░░░░ ░░░░░ ░░░ <box>614 194 732 352</box>
interesting-heading: INTERESTING ITEMS. <box>868 235 966 246</box>
text-block: ░░░░ ░░░░░ ░░░ ░░░░ ░░░░ ░░░░░ ░░░░ ░░░ ░░░░░ ░░░░ ░░░░░ ░░░░ ░░░ ░░░░ ░░░░░ ░░░ ░░░░ ░░░░░ ░░░░ ░░░ ░░░░░ ░░░░ ░░░░ ░░░░░ ░░░ ░░░░ ░░░░░ ░░░░ ░░░ ░░░░ ░░░░░ ░░░ ░░░░ ░░░░░ ░░░░ ░░░ ░░░░ ░░░░░ ░░░ ░░░░ ░░░░░ ░░░ ░░░░ ░░░░░ ░░░ ░░░░ ░░░░ ░░░░░ ░░░░ ░░░ ░░░░░ ░░░░ ░░░░░ ░░░░ ░░░ ░░░░ ░░░░░ ░░░ ░░░░ ░░░░░ ░░░░ ░░░ ░░░░░ ░░░░ ░░░░ ░░░░░ ░░░ ░░░░ ░░░░░ ░░░░ ░░░ ░░░░ ░░░░░ ░░░ ░░░░ ░░░░░ ░░░░ ░░░ ░░░░ ░░░░░ ░░░ ░░░░ ░░░░░ ░░░ ░░░░ ░░░░░ ░░░ ░░░░ ░░░░ ░░░░░ ░░░░ ░░░ ░░░░░ ░░░░ ░░░░░ ░░░░ ░░░ ░░░░ ░░░░░ ░░░ ░░░░ ░░░░░ ░░░░ ░░░ ░░░░░ ░░░░ ░░░░ ░░░░░ ░░░ ░░░░ ░░░░░ ░░░░ ░░░ ░░░░ ░░░░░ ░░░ ░░░░ ░░░░░ ░░░░ ░░░ ░░░░ ░░░░░ ░░░ ░░░░ ░░░░░ ░░░ <box>366 253 484 411</box>
